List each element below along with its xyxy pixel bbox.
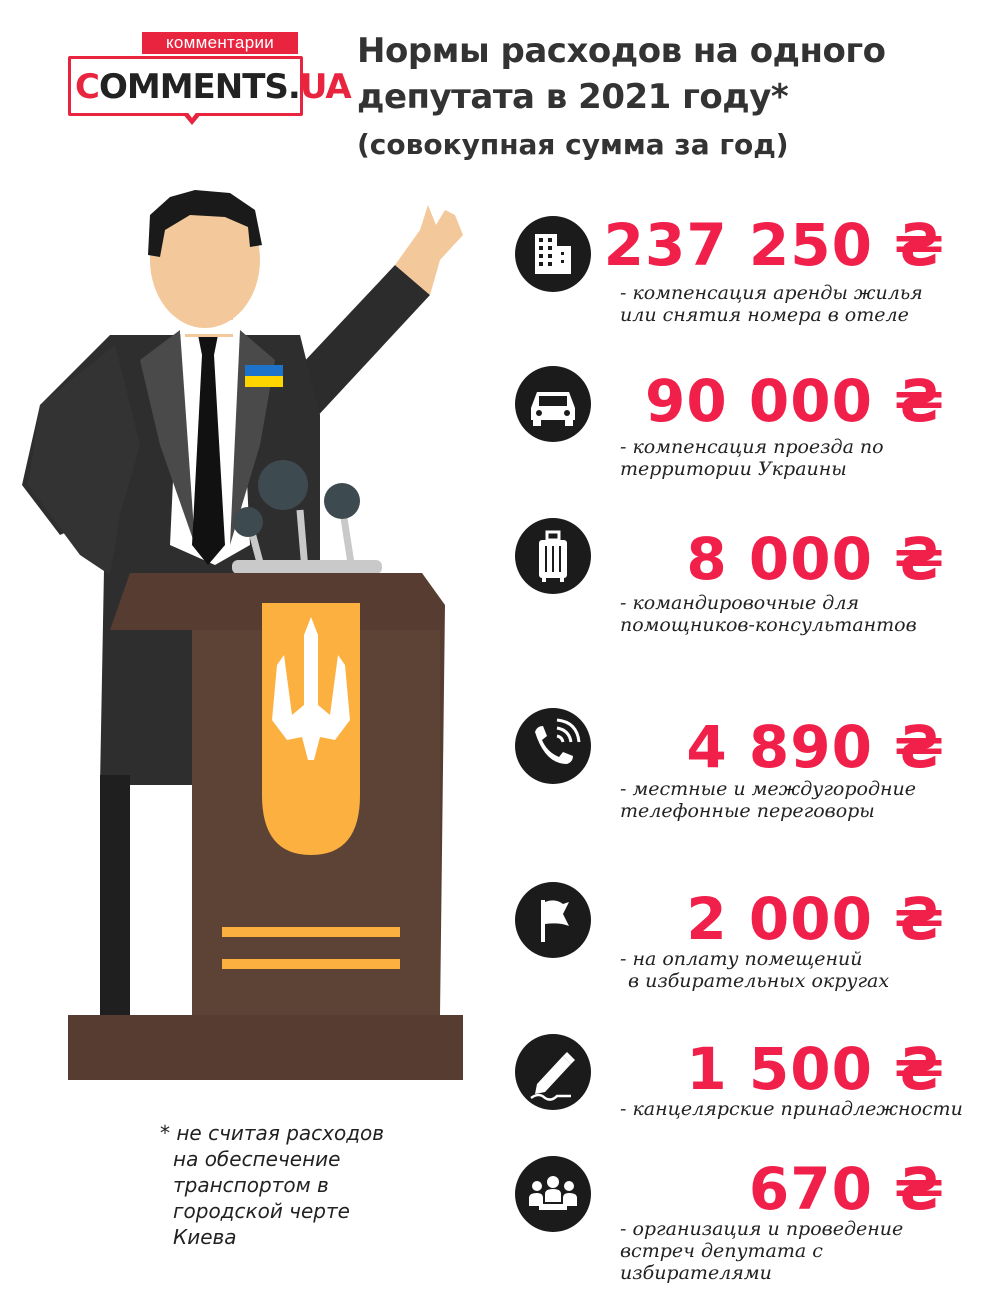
description-line: - на оплату помещений xyxy=(620,948,863,970)
amount-value: 1 500 ₴ xyxy=(686,1035,945,1103)
expense-item-phone xyxy=(515,708,985,823)
amount-description xyxy=(620,1098,980,1120)
microphone-icon xyxy=(258,460,308,510)
microphone-icon xyxy=(233,507,263,537)
pen-icon xyxy=(515,1034,591,1110)
description-line: - канцелярские принадлежности xyxy=(620,1098,963,1120)
description-line: помощников-консультантов xyxy=(620,614,917,636)
amount-description xyxy=(620,948,980,992)
deputy-podium-illustration xyxy=(0,185,480,1085)
logo-tagline: комментарии xyxy=(142,32,298,54)
logo-word-rest: OMMENTS. xyxy=(98,67,300,107)
car-icon xyxy=(515,366,591,442)
logo-speech-tail xyxy=(182,113,202,125)
page-title xyxy=(357,28,977,168)
description-line: встреч депутата с избирателями xyxy=(620,1240,823,1284)
amount-description xyxy=(620,436,980,480)
flag-icon xyxy=(515,882,591,958)
legs xyxy=(100,775,130,1015)
description-line: или снятия номера в отеле xyxy=(620,304,909,326)
expense-item-voter-meetings xyxy=(515,1155,985,1284)
amount-description xyxy=(620,592,980,636)
expense-item-travel xyxy=(515,366,985,480)
logo-wordmark xyxy=(68,56,351,116)
description-line: - командировочные для xyxy=(620,592,860,614)
title-line-2: депутата в 2021 году* xyxy=(357,77,789,117)
phone-icon xyxy=(515,708,591,784)
description-line: - местные и междугородние xyxy=(620,778,917,800)
description-line: - компенсация аренды жилья xyxy=(620,282,923,304)
description-line: телефонные переговоры xyxy=(620,800,875,822)
subtitle: (совокупная сумма за год) xyxy=(357,128,789,161)
expense-item-business-trips xyxy=(515,518,985,638)
description-line: в избирательных округах xyxy=(628,970,890,992)
footnote-line: городской черте xyxy=(173,1199,350,1223)
amount-description xyxy=(620,778,980,822)
amount-description xyxy=(620,1218,980,1284)
amount-value: 670 ₴ xyxy=(748,1155,945,1223)
description-line: территории Украины xyxy=(620,458,847,480)
comments-ua-logo xyxy=(68,32,351,122)
expense-item-premises xyxy=(515,882,985,997)
podium-base xyxy=(68,1015,463,1080)
description-line: - организация и проведение xyxy=(620,1218,904,1240)
footnote xyxy=(160,1120,430,1250)
expense-item-housing xyxy=(515,211,985,326)
footnote-line: * не считая расходов xyxy=(160,1121,385,1145)
meeting-icon xyxy=(515,1156,591,1232)
footnote-line: транспортом в xyxy=(173,1173,329,1197)
amount-description xyxy=(620,282,980,326)
amount-value: 90 000 ₴ xyxy=(644,367,945,435)
description-line: - компенсация проезда по xyxy=(620,436,884,458)
expense-item-stationery xyxy=(515,1034,985,1124)
building-icon xyxy=(515,216,591,292)
logo-word-ua: UA xyxy=(299,67,351,107)
suitcase-icon xyxy=(515,518,591,594)
title-line-1: Нормы расходов на одного xyxy=(357,31,886,71)
amount-value: 2 000 ₴ xyxy=(686,885,945,953)
microphone-icon xyxy=(324,483,360,519)
amount-value: 4 890 ₴ xyxy=(686,713,945,781)
logo-word-first: C xyxy=(75,67,99,107)
amount-value: 237 250 ₴ xyxy=(603,211,945,279)
footnote-line: Киева xyxy=(173,1225,237,1249)
footnote-line: на обеспечение xyxy=(173,1147,341,1171)
amount-value: 8 000 ₴ xyxy=(686,525,945,593)
